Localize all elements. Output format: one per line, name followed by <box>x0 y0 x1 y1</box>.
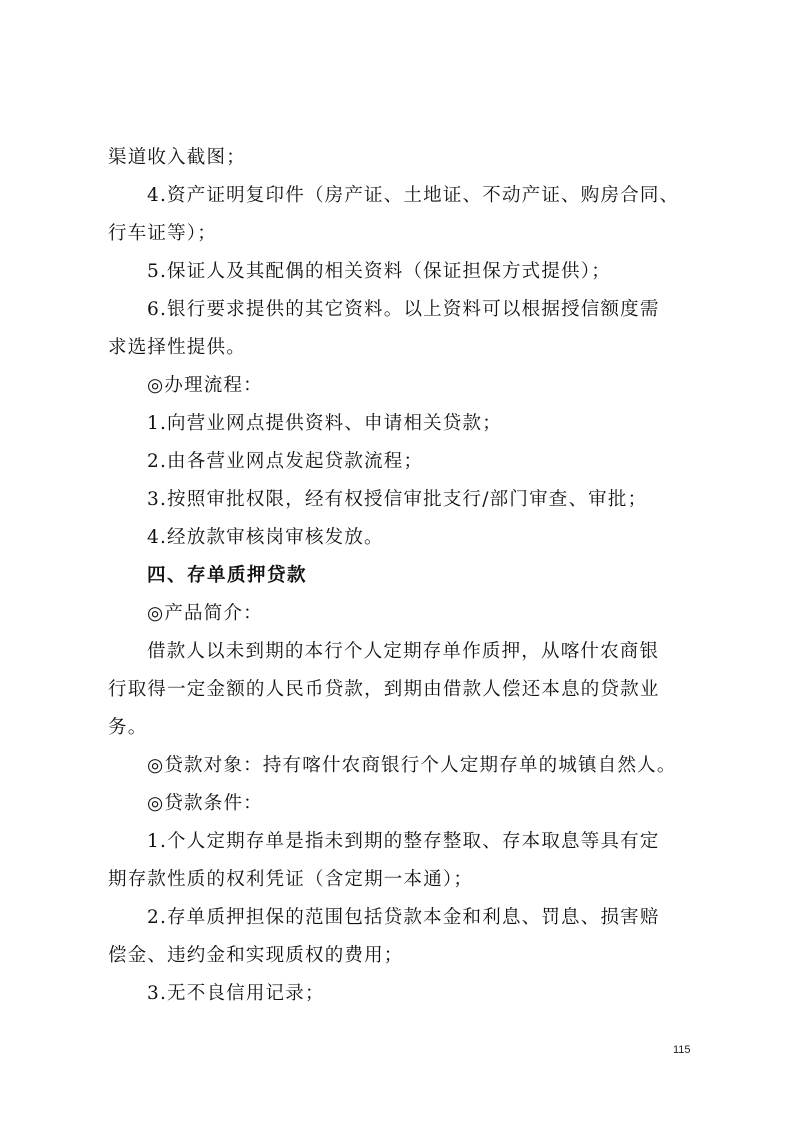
text-line: 2.存单质押担保的范围包括贷款本金和利息、罚息、损害赔 <box>147 907 660 928</box>
text-line: 借款人以未到期的本行个人定期存单作质押，从喀什农商银 <box>147 641 660 662</box>
text-line: 4.资产证明复印件（房产证、土地证、不动产证、购房合同、 <box>147 185 680 206</box>
text-line: 3.无不良信用记录； <box>147 983 325 1004</box>
page-number: 115 <box>673 1044 691 1056</box>
text-line: 3.按照审批权限，经有权授信审批支行/部门审查、审批； <box>147 489 648 510</box>
text-line: 渠道收入截图； <box>108 147 246 168</box>
text-line: 行取得一定金额的人民币贷款，到期由借款人偿还本息的贷款业 <box>108 679 660 700</box>
section-label: ◎产品简介： <box>147 603 263 624</box>
text-line: 1.向营业网点提供资料、申请相关贷款； <box>147 413 502 434</box>
section-label: ◎贷款条件： <box>147 793 263 814</box>
section-heading: 四、存单质押贷款 <box>147 565 308 586</box>
text-line: 务。 <box>108 717 148 738</box>
text-line: 4.经放款审核岗审核发放。 <box>147 527 384 548</box>
section-label: ◎办理流程： <box>147 375 263 396</box>
text-line: 求选择性提供。 <box>108 337 246 358</box>
text-line: 期存款性质的权利凭证（含定期一本通）； <box>108 869 474 890</box>
section-label: ◎贷款对象：持有喀什农商银行个人定期存单的城镇自然人。 <box>147 755 677 776</box>
text-line: 偿金、违约金和实现质权的费用； <box>108 945 404 966</box>
text-line: 1.个人定期存单是指未到期的整存整取、存本取息等具有定 <box>147 831 660 852</box>
text-line: 6.银行要求提供的其它资料。以上资料可以根据授信额度需 <box>147 299 660 320</box>
text-line: 2.由各营业网点发起贷款流程； <box>147 451 424 472</box>
text-line: 5.保证人及其配偶的相关资料（保证担保方式提供）； <box>147 261 611 282</box>
text-line: 行车证等）； <box>108 223 217 244</box>
